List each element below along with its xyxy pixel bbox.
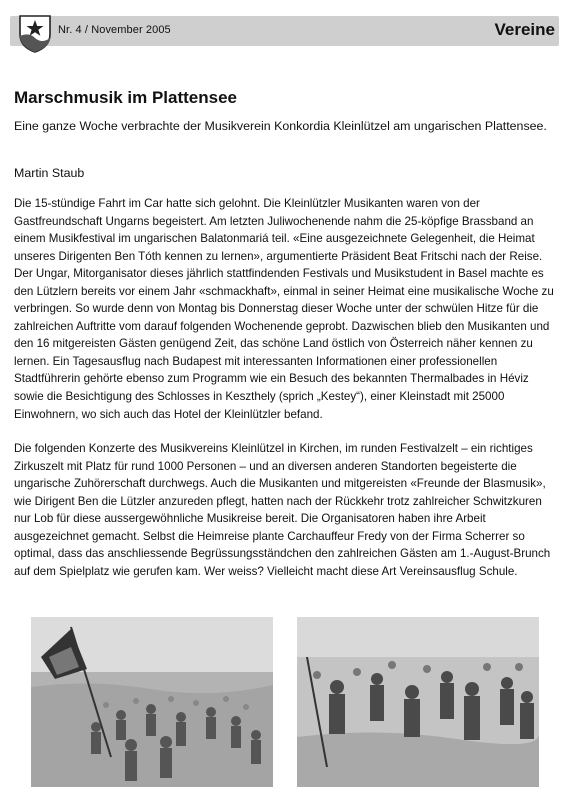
issue-label: Nr. 4 / November 2005 [58,24,171,36]
article-author: Martin Staub [14,166,85,180]
photo-musicians-in-lake [297,617,539,787]
article-title: Marschmusik im Plattensee [14,88,237,107]
page-header [0,14,569,50]
article-paragraph-1: Die 15-stündige Fahrt im Car hatte sich gelohnt. Die Kleinlützler Musikanten waren von der Gastfreundschaft Ungarns begeistert. Am letzten Juliwochenende nahm die 25-köpfige Brassband an einem Musikfestival im ungarischen Balatonmariá teil. «Eine ausgezeichnete Gelegenheit, die Heimat unseres Dirigenten Ben Tóth kennen zu lernen», argumentierte Präsident Beat Fritschi nach der Reise. Der Ungar, Mitorganisator dieses jährlich stattfindenden Festivals und Musikstudent in Basel machte es den Lützlern bereits vor einem Jahr «schmackhaft», einmal in seiner Heimat eine musikalische Woche zu verbringen. So wurde denn von Montag bis Donnerstag dieser Woche unter der schwülen Hitze für die zahlreichen Auftritte vom darauf folgenden Wochenende geprobt. Dazwischen blieb den Musikanten und den 16 mitgereisten Gästen genügend Zeit, das schöne Land östlich von Österreich näher kennen zu lernen. Ein Tagesausflug nach Budapest mit interessanten Informationen einer professionellen Stadtführerin gehörte ebenso zum Programm wie ein Besuch des bekannten Thermalbades in Héviz sowie die Besichtigung des Schlosses in Keszthely (sprich „Kestey“), einer Kleinstadt mit 25000 Einwohnern, wo sich auch das Hotel der Kleinlützler befand. [14,197,554,421]
crest-icon [17,14,53,54]
photo-band-in-lake-with-flag [31,617,273,787]
article-paragraph-2: Die folgenden Konzerte des Musikvereins Kleinlützel in Kirchen, im runden Festivalzelt – ein richtiges Zirkuszelt mit Platz für rund 1000 Personen – und an diversen anderen Standorten begeisterte die ungarische Zuhörerschaft durchwegs. Auch die Musikanten und mitgereisten «Freunde der Blasmusik», wie Dirigent Ben die Lützler anzureden pflegt, hatten nach der Rückkehr trotz zahlreicher Schwitzkuren nur Lob für diese aussergewöhnliche Musikreise bereit. Die Organisatoren haben ihre Arbeit ausgezeichnet gemacht. Selbst die Heimreise plante Carchauffeur Fredy von der Firma Scherrer so optimal, dass das anschliessende Begrüssungsständchen den zahlreichen Gästen am 1.-August-Brunch auf dem Spielplatz wie gerufen kam. Wer weiss? Vielleicht macht diese Art Vereinsausflug Schule. [14,442,551,578]
article-lead: Eine ganze Woche verbrachte der Musikverein Konkordia Kleinlützel am ungarischen Plattensee. [14,119,547,133]
section-title: Vereine [494,20,555,39]
